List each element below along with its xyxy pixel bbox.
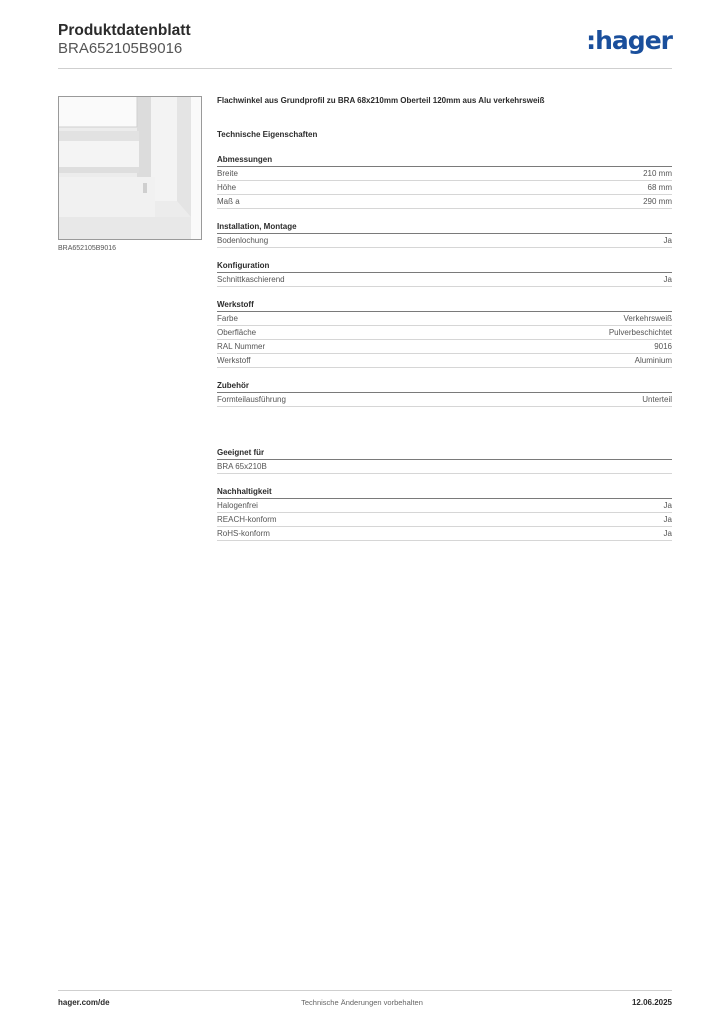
property-label: Oberfläche [217,328,257,337]
property-value: Ja [663,529,672,538]
property-row [217,312,672,326]
footer-divider [58,990,672,991]
property-label: Breite [217,169,238,178]
page-title: Produktdatenblatt [58,22,191,39]
property-row [217,234,672,248]
property-row [217,340,672,354]
section-title: Konfiguration [217,260,672,273]
section-title: Installation, Montage [217,221,672,234]
image-caption: BRA652105B9016 [58,245,116,252]
property-value: Ja [663,501,672,510]
property-row [217,513,672,527]
property-label: REACH-konform [217,515,277,524]
section-title: Nachhaltigkeit [217,486,672,499]
property-value: Pulverbeschichtet [608,328,672,337]
property-row [217,393,672,407]
property-label: Höhe [217,183,237,192]
product-code: BRA652105B9016 [58,40,183,57]
footer-date: 12.06.2025 [631,998,672,1007]
property-row [217,326,672,340]
property-row [217,460,672,474]
property-label: RoHS-konform [217,529,270,538]
flat-angle-product-picture [59,97,201,239]
property-label: Farbe [217,314,238,323]
section-title: Geeignet für [217,447,672,460]
property-label: Werkstoff [217,356,251,365]
section-konfiguration [217,260,672,287]
property-label: BRA 65x210B [217,462,267,471]
section-nachhaltigkeit [217,486,672,541]
section-installation [217,221,672,248]
property-label: Halogenfrei [217,501,258,510]
property-value: Ja [663,515,672,524]
property-value: Aluminium [634,356,672,365]
property-row [217,167,672,181]
property-row [217,181,672,195]
section-title: Abmessungen [217,154,672,167]
section-title: Werkstoff [217,299,672,312]
property-label: Schnittkaschierend [217,275,285,284]
footer-disclaimer: Technische Änderungen vorbehalten [301,998,423,1007]
property-value: 210 mm [643,169,672,178]
property-label: Bodenlochung [217,236,269,245]
property-value: 68 mm [647,183,672,192]
section-werkstoff [217,299,672,368]
header-divider [58,68,672,69]
property-row [217,354,672,368]
property-value: Verkehrsweiß [623,314,672,323]
property-row [217,499,672,513]
property-row [217,527,672,541]
property-value: Ja [663,236,672,245]
property-row [217,195,672,209]
section-abmessungen [217,154,672,209]
property-value: Ja [663,275,672,284]
hager-logo: :hager [586,26,672,55]
property-value: 9016 [654,342,672,351]
property-label: Maß a [217,197,240,206]
property-label: Formteilausführung [217,395,286,404]
section-title: Zubehör [217,380,672,393]
footer-website-link[interactable]: hager.com/de [58,998,110,1007]
product-description: Flachwinkel aus Grundprofil zu BRA 68x210mm Oberteil 120mm aus Alu verkehrsweiß [217,96,545,105]
section-spacer [217,407,672,435]
section-zubehoer [217,380,672,407]
property-value: 290 mm [643,197,672,206]
technical-properties-title: Technische Eigenschaften [217,130,318,139]
section-geeignet-fuer [217,447,672,474]
property-label: RAL Nummer [217,342,266,351]
product-image [58,96,202,240]
property-value: Unterteil [642,395,672,404]
property-row [217,273,672,287]
datasheet-content [217,96,672,541]
